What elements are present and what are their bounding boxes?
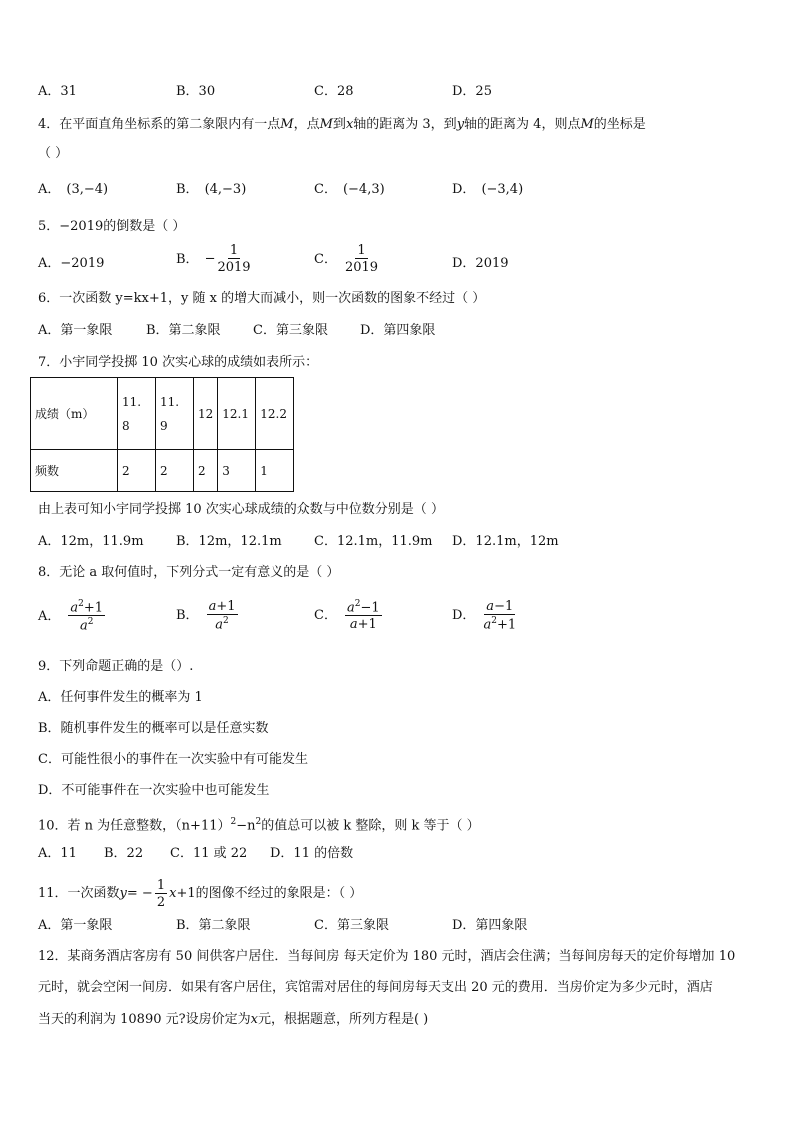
fraction: $\frac{a^2+1}{a^2}$ [70,599,104,634]
table-cell: 12.2 [256,378,294,450]
q11-option-c[interactable]: C．第三象限 [314,918,389,933]
q3-option-d[interactable]: D．25 [452,84,492,99]
q3-options [38,82,758,104]
q11-option-a[interactable]: A．第一象限 [38,918,113,933]
q11-option-d[interactable]: D．第四象限 [452,918,528,933]
table-cell: 频数 [31,450,118,492]
q8-option-d[interactable]: D． $\frac{a-1}{a^2+1}$ [452,599,517,633]
q12-line-1: 12．某商务酒店客房有 50 间供客户居住．当每间房 每天定价为 180 元时，酒店会住满；当每间房每天的定价每增加 10 [38,949,736,964]
q3-option-b[interactable]: B．30 [176,84,216,99]
fraction: $\frac{1}{2019}$ [217,243,251,275]
fraction: $\frac{a^2-1}{a+1}$ [346,599,380,633]
q8-option-a[interactable]: A． $\frac{a^2+1}{a^2}$ [38,599,104,634]
fraction: $\frac{1}{2019}$ [344,243,379,275]
q4-paren: （ ） [38,146,69,161]
q9-option-a[interactable]: A．任何事件发生的概率为 1 [38,690,203,705]
q10-option-c[interactable]: C．11 或 22 [170,846,248,861]
q9-option-d[interactable]: D．不可能事件在一次实验中也可能发生 [38,783,270,798]
score-table [30,377,294,492]
q7-option-b[interactable]: B．12m，12.1m [176,534,282,549]
table-cell: 12.1 [218,378,256,450]
q10-stem: 10．若 n 为任意整数，$(n+11)^2-n^2$的值总可以被 k 整除，则 k 等于（ ） [38,817,480,834]
q10-option-d[interactable]: D．11 的倍数 [270,846,354,861]
q4-option-d[interactable]: D． (−3,4) [452,182,524,197]
q5-stem: 5．−2019的倒数是（ ） [38,219,186,234]
table-cell: 3 [218,450,256,492]
q9-stem: 9．下列命题正确的是（）. [38,659,194,674]
table-cell: 2 [194,450,218,492]
q9-option-b[interactable]: B．随机事件发生的概率可以是任意实数 [38,721,269,736]
q8-option-c[interactable]: C． $\frac{a^2-1}{a+1}$ [314,599,380,633]
fraction: $\frac{a+1}{a^2}$ [208,599,236,633]
table-cell: 成绩（m） [31,378,118,450]
q7-option-d[interactable]: D．12.1m，12m [452,534,559,549]
q5-option-c[interactable]: C． $\frac{1}{2019}$ [314,243,379,275]
fraction: $\frac{1}{2}$ [156,877,166,910]
q11-option-b[interactable]: B．第二象限 [176,918,251,933]
q3-option-c[interactable]: C．28 [314,84,354,99]
q5-options [38,244,758,284]
q10-option-a[interactable]: A．11 [38,846,77,861]
table-cell: 2 [118,450,156,492]
q11-stem: 11．一次函数y= − $\frac{1}{2}$ x+1的图像不经过的象限是：（ ） [38,877,363,910]
q6-option-c[interactable]: C．第三象限 [253,323,328,338]
q12-line-2: 元时，就会空闲一间房．如果有客户居住，宾馆需对居住的每间房每天支出 20 元的费用．当房价定为多少元时，酒店 [38,980,713,995]
q12-line-3: 当天的利润为 10890 元?设房价定为x元，根据题意，所列方程是( ) [38,1012,429,1027]
table-cell: 2 [156,450,194,492]
q7-option-a[interactable]: A．12m，11.9m [38,534,144,549]
q4-stem: 4．在平面直角坐标系的第二象限内有一点M，点M到x轴的距离为 3，到y轴的距离为 4，则点M的坐标是 [38,117,646,132]
table-cell: 11. 9 [156,378,194,450]
q5-option-b[interactable]: B． − $\frac{1}{2019}$ [176,243,251,275]
q8-stem: 8．无论 a 取何值时，下列分式一定有意义的是（ ） [38,565,340,580]
q8-options [38,600,758,644]
fraction: $\frac{a-1}{a^2+1}$ [483,599,517,633]
q10-option-b[interactable]: B．22 [104,846,144,861]
q11-options [38,916,758,938]
q4-options [38,180,758,202]
q6-option-b[interactable]: B．第二象限 [146,323,221,338]
table-cell: 12 [194,378,218,450]
q5-option-a[interactable]: A．−2019 [38,256,105,271]
q7-stem: 7．小宇同学投掷 10 次实心球的成绩如表所示： [38,355,319,370]
q4-option-c[interactable]: C． (−4,3) [314,182,385,197]
q6-options [38,321,758,343]
q8-option-b[interactable]: B． $\frac{a+1}{a^2}$ [176,599,236,633]
table-row [31,450,294,492]
table-cell: 11. 8 [118,378,156,450]
q6-option-d[interactable]: D．第四象限 [360,323,436,338]
q4-option-a[interactable]: A． (3,−4) [38,182,109,197]
q6-option-a[interactable]: A．第一象限 [38,323,113,338]
table-cell: 1 [256,450,294,492]
q7-options [38,532,758,554]
q10-options [38,844,758,866]
q7-question: 由上表可知小宇同学投掷 10 次实心球成绩的众数与中位数分别是（ ） [38,502,444,517]
q6-stem: 6．一次函数 y=kx+1，y 随 x 的增大而减小，则一次函数的图象不经过（ ） [38,291,486,306]
q3-option-a[interactable]: A．31 [38,84,77,99]
q7-option-c[interactable]: C．12.1m，11.9m [314,534,433,549]
table-row [31,378,294,450]
q4-option-b[interactable]: B． (4,−3) [176,182,247,197]
q9-option-c[interactable]: C．可能性很小的事件在一次实验中有可能发生 [38,752,308,767]
q5-option-d[interactable]: D．2019 [452,256,509,271]
